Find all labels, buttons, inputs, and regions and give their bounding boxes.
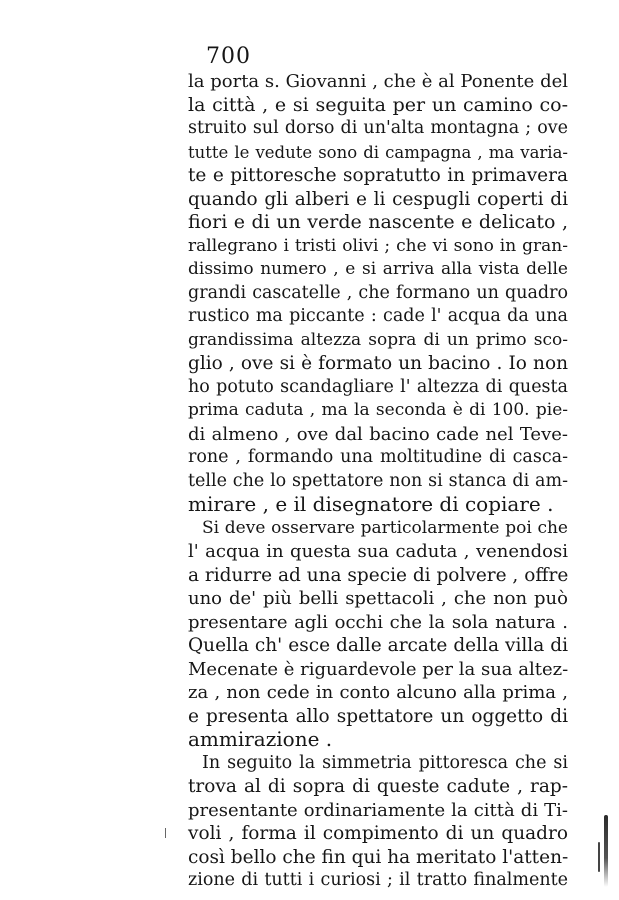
text-line: presentante ordinariamente la città di Ti- xyxy=(188,799,568,821)
text-line: presentare agli occhi che la sola natura . xyxy=(188,611,568,633)
text-line: zione di tutti i curiosi ; il tratto finalmente xyxy=(188,870,568,890)
text-line: grandissima altezza sopra di un primo sco- xyxy=(188,329,568,350)
text-line: quando gli alberi e li cespugli coperti di xyxy=(188,188,568,210)
text-line: e presenta allo spettatore un oggetto di xyxy=(188,705,568,727)
text-line: glio , ove si è formato un bacino . Io non xyxy=(188,353,568,374)
text-line: a ridurre ad una specie di polvere , offre xyxy=(188,564,569,586)
text-line: di almeno , ove dal bacino cade nel Teve- xyxy=(188,423,568,445)
text-line: Si deve osservare particolarmente poi che xyxy=(202,517,568,538)
text-line: trova al di sopra di queste cadute , rap- xyxy=(188,776,568,797)
text-line: uno de' più belli spettacoli , che non può xyxy=(188,588,568,609)
text-line: tutte le vedute sono di campagna , ma varia- xyxy=(188,142,568,162)
text-line: struito sul dorso di un'alta montagna ; ove xyxy=(188,118,568,138)
text-line: la città , e si seguita per un camino co- xyxy=(188,93,568,116)
text-line: ammirazione . xyxy=(188,727,333,751)
text-line: Quella ch' esce dalle arcate della villa di xyxy=(188,635,568,656)
text-line: voli , forma il compimento di un quadro xyxy=(188,823,568,844)
text-line: dissimo numero , e si arriva alla vista delle xyxy=(188,259,568,279)
page-number: 700 xyxy=(206,44,251,69)
binding-shadow xyxy=(604,815,608,887)
binding-shadow-thin xyxy=(598,842,600,872)
text-line: rallegrano i tristi olivi ; che vi sono in gran- xyxy=(188,235,568,256)
text-line: grandi cascatelle , che formano un quadro xyxy=(188,282,568,303)
text-line: la porta s. Giovanni , che è al Ponente del xyxy=(188,71,568,92)
text-line: rustico ma piccante : cade l' acqua da una xyxy=(188,306,568,326)
text-line: In seguito la simmetria pittoresca che si xyxy=(202,752,568,773)
text-line: l' acqua in questa sua caduta , venendosi xyxy=(188,541,568,562)
text-line: così bello che fin qui ha meritato l'atten- xyxy=(188,846,569,868)
text-line: fiori e di un verde nascente e delicato , xyxy=(188,211,568,233)
text-line: ho potuto scandagliare l' altezza di questa xyxy=(188,376,568,397)
text-line: za , non cede in conto alcuno alla prima , xyxy=(188,682,568,703)
text-line: prima caduta , ma la seconda è di 100. pie- xyxy=(188,400,568,420)
body-text xyxy=(188,70,568,893)
text-line: rone , formando una moltitudine di casca- xyxy=(188,447,568,467)
text-line: te e pittoresche sopratutto in primavera xyxy=(188,165,568,186)
paper-speck xyxy=(165,828,166,838)
text-line: Mecenate è riguardevole per la sua altez- xyxy=(188,658,569,680)
text-line: mirare , e il disegnatore di copiare . xyxy=(188,492,554,516)
text-line: telle che lo spettatore non si stanca di am- xyxy=(188,470,568,491)
